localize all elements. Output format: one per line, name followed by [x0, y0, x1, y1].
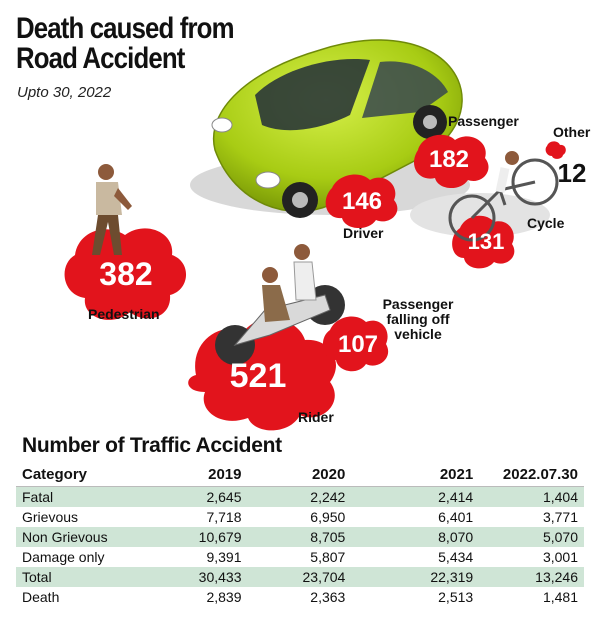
- table-header: Category: [16, 462, 146, 487]
- table-cell: 2,645: [146, 487, 247, 508]
- table-cell: 2,414: [351, 487, 479, 508]
- page-subtitle: Upto 30, 2022: [17, 84, 112, 101]
- table-row: [16, 487, 584, 508]
- table-header: 2020: [248, 462, 352, 487]
- table-cell: 3,771: [542, 509, 578, 525]
- table-cell: 13,246: [479, 567, 584, 587]
- table-row: [16, 587, 584, 607]
- table-header-row: [16, 462, 584, 487]
- value-pedestrian: 382: [99, 256, 153, 292]
- traffic-accident-table: [16, 462, 584, 607]
- table-cell: 9,391: [206, 549, 242, 565]
- label-passenger-falling: Passenger falling off vehicle: [382, 296, 454, 342]
- table-title: Number of Traffic Accident: [22, 434, 282, 457]
- table-cell: 2,242: [248, 487, 352, 508]
- label-other: Other: [553, 124, 591, 140]
- label-cycle: Cycle: [527, 215, 565, 231]
- value-cycle: 131: [467, 229, 505, 254]
- value-rider: 521: [229, 357, 287, 395]
- label-pedestrian: Pedestrian: [88, 306, 160, 322]
- table-cell: 5,434: [438, 549, 474, 565]
- table-cell: 3,001: [542, 549, 578, 565]
- table-cell: 6,401: [438, 509, 474, 525]
- table-header: 2019: [146, 462, 247, 487]
- table-cell: 7,718: [206, 509, 242, 525]
- table-cell: Grievous: [22, 509, 79, 525]
- table-cell: Non Grievous: [16, 527, 146, 547]
- value-other: 12: [557, 158, 587, 188]
- table-cell: 30,433: [146, 567, 247, 587]
- label-rider: Rider: [298, 409, 334, 425]
- label-passenger: Passenger: [448, 113, 519, 129]
- table-cell: 8,070: [351, 527, 479, 547]
- table-cell: 2,839: [206, 589, 242, 605]
- table-row: [16, 567, 584, 587]
- value-passenger-falling: 107: [337, 331, 379, 358]
- table-cell: Damage only: [22, 549, 105, 565]
- table-cell: 1,404: [479, 487, 584, 508]
- table-cell: 8,705: [248, 527, 352, 547]
- table-cell: Death: [22, 589, 60, 605]
- table-cell: 10,679: [146, 527, 247, 547]
- splash-other: [546, 141, 566, 159]
- table-cell: 23,704: [248, 567, 352, 587]
- value-passenger: 182: [428, 146, 470, 173]
- table-row: [16, 547, 584, 567]
- table-cell: Fatal: [16, 487, 146, 508]
- table-cell: 6,950: [310, 509, 346, 525]
- table-cell: 1,481: [542, 589, 578, 605]
- table-cell: 5,070: [479, 527, 584, 547]
- table-cell: 5,807: [310, 549, 346, 565]
- value-driver: 146: [341, 188, 383, 215]
- page-title: Death caused from Road Accident: [16, 12, 234, 75]
- table-header: 2022.07.30: [479, 462, 584, 487]
- table-cell: Total: [16, 567, 146, 587]
- table-cell: 2,363: [310, 589, 346, 605]
- table-header: 2021: [351, 462, 479, 487]
- table-cell: 2,513: [438, 589, 474, 605]
- table-cell: 22,319: [351, 567, 479, 587]
- label-driver: Driver: [343, 225, 384, 241]
- table-row: [16, 527, 584, 547]
- table-row: [16, 507, 584, 527]
